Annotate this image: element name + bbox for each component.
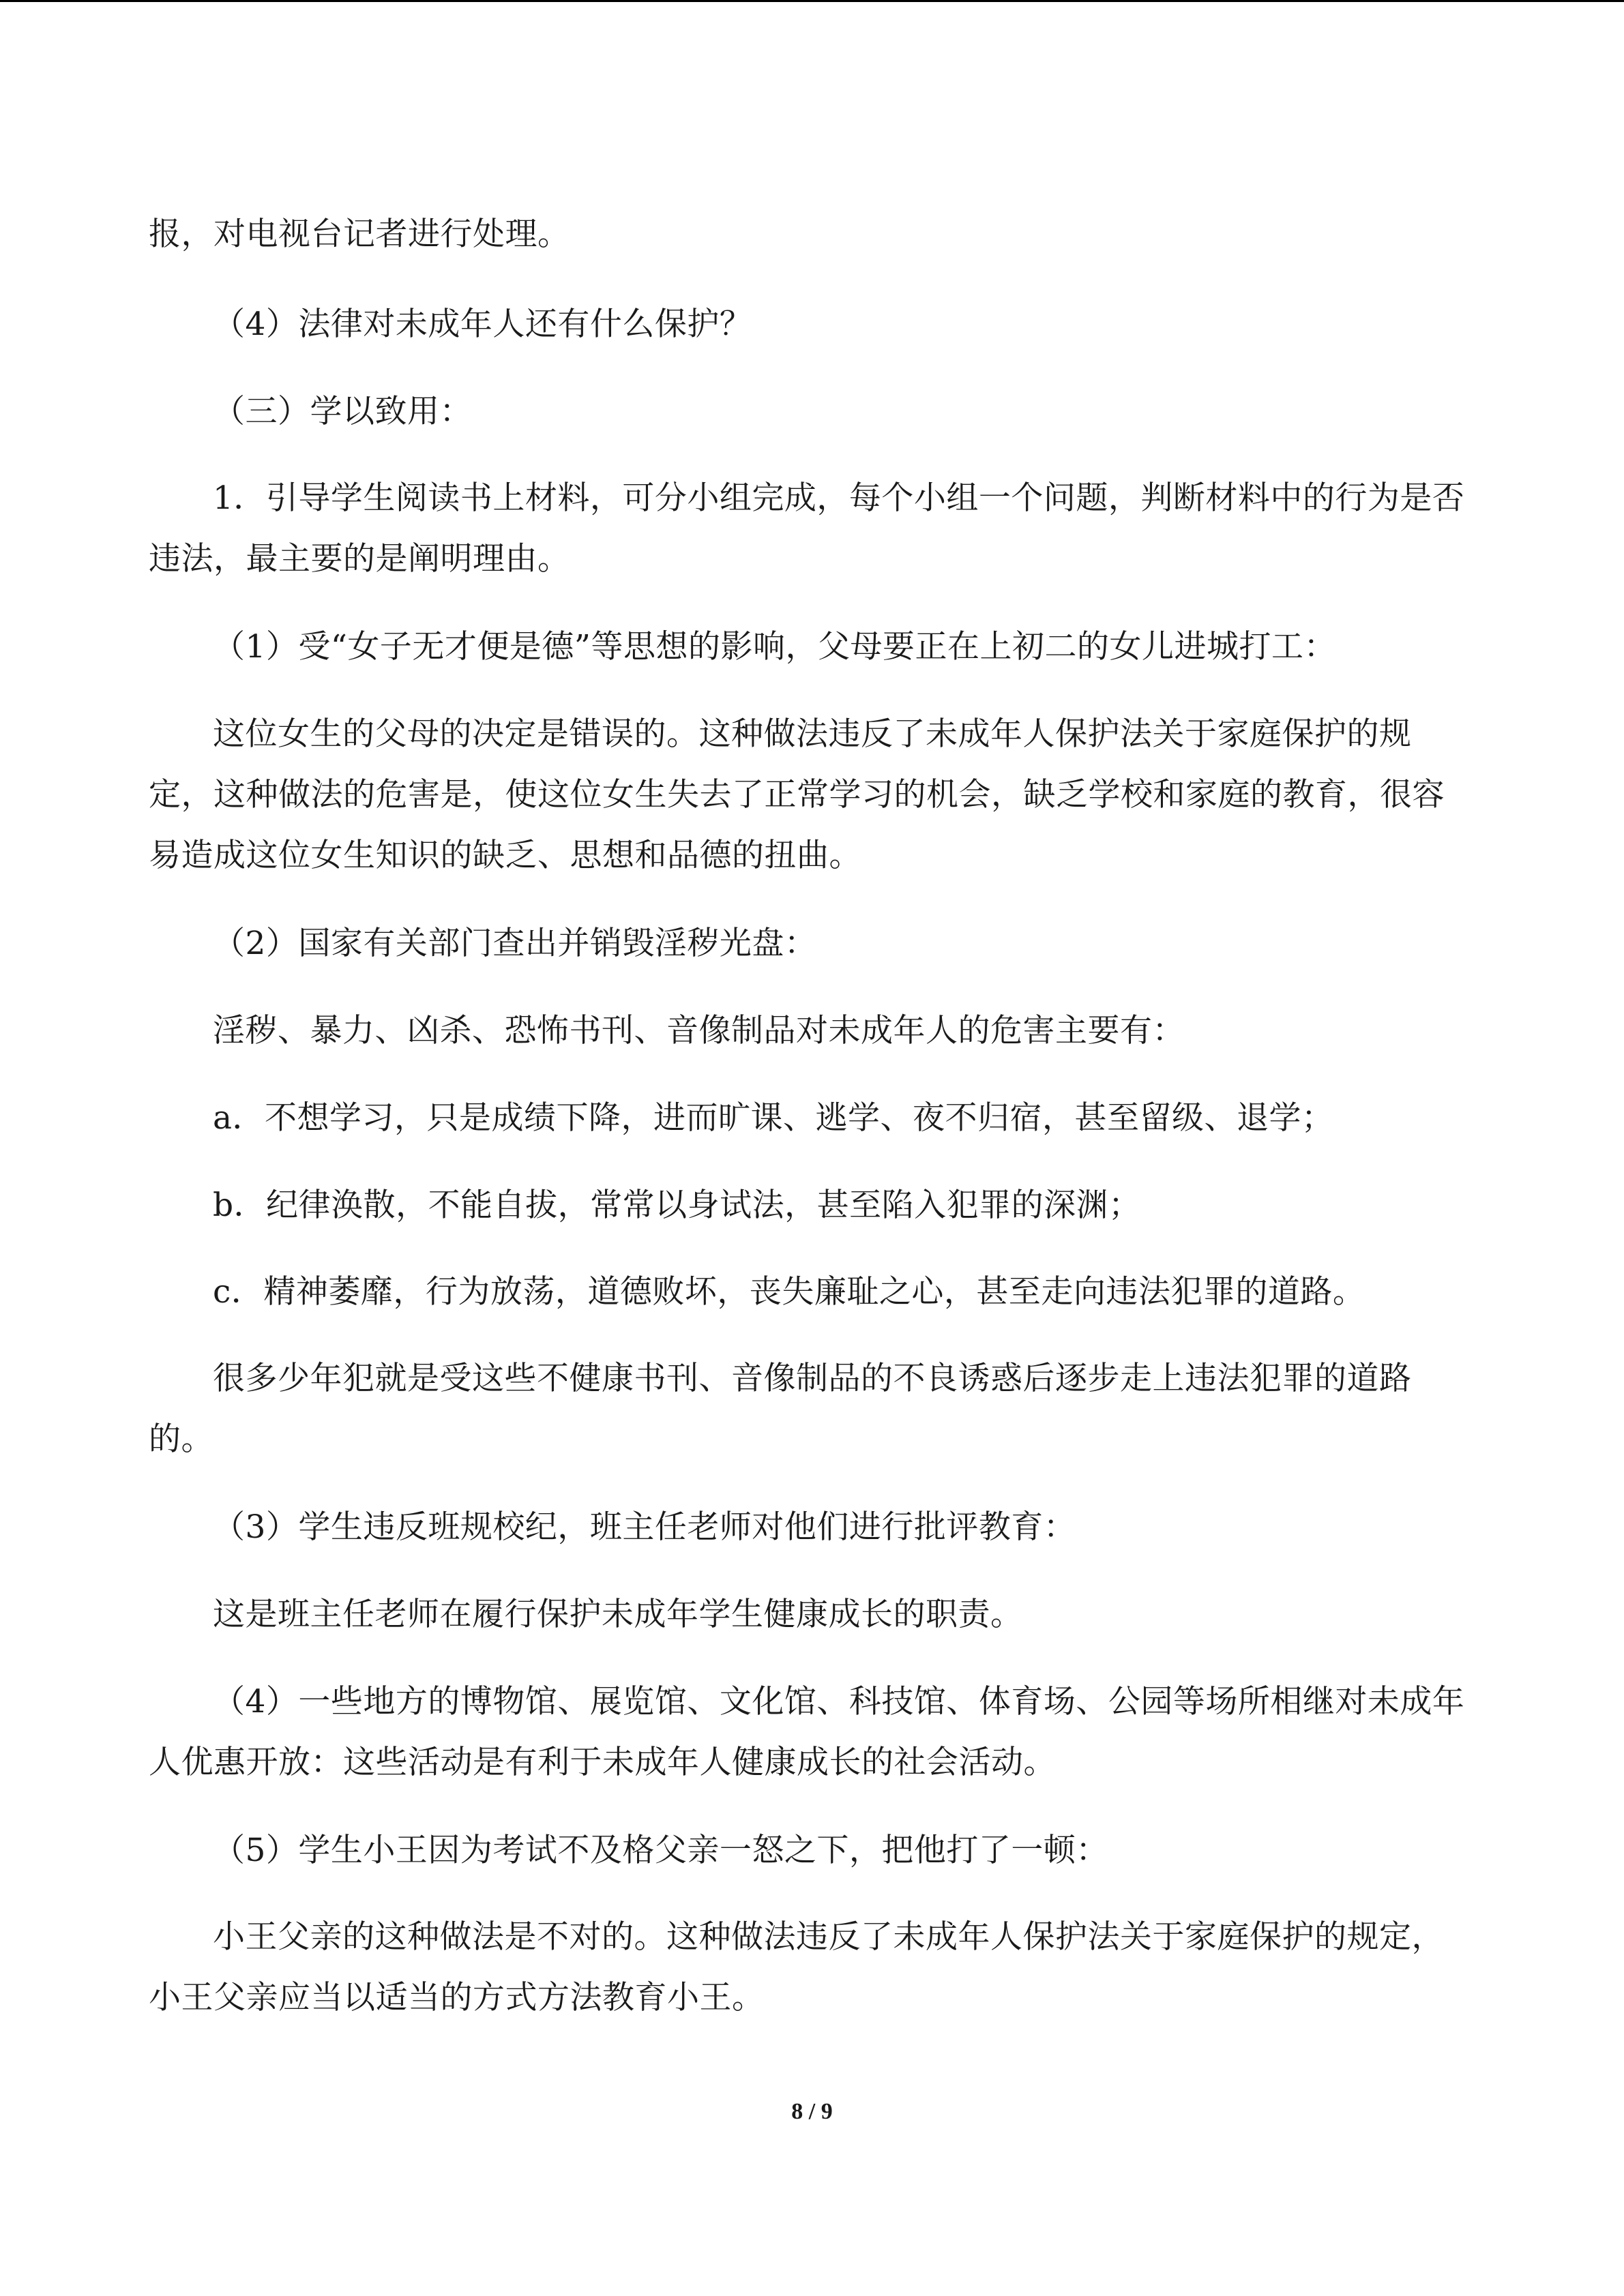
paragraph-line: 小王父亲的这种做法是不对的。这种做法违反了未成年人保护法关于家庭保护的规定， xyxy=(213,1918,1444,1956)
paragraph-line: 很多少年犯就是受这些不健康书刊、音像制品的不良诱惑后逐步走上违法犯罪的道路 xyxy=(213,1360,1412,1397)
paragraph-line: 淫秽、暴力、凶杀、恐怖书刊、音像制品对未成年人的危害主要有： xyxy=(213,1012,1185,1049)
paragraph-line: 违法，最主要的是阐明理由。 xyxy=(149,540,570,578)
paragraph-line: 这是班主任老师在履行保护未成年学生健康成长的职责。 xyxy=(213,1596,1023,1633)
paragraph-line: c．精神萎靡，行为放荡，道德败坏，丧失廉耻之心，甚至走向违法犯罪的道路。 xyxy=(213,1273,1365,1311)
paragraph-line: （4）法律对未成年人还有什么保护？ xyxy=(213,305,752,343)
paragraph-line: （1）受“女子无才便是德”等思想的影响，父母要正在上初二的女儿进城打工： xyxy=(213,628,1336,666)
paragraph-line: （3）学生违反班规校纪，班主任老师对他们进行批评教育： xyxy=(213,1508,1076,1546)
paragraph-line: 小王父亲应当以适当的方式方法教育小王。 xyxy=(149,1979,765,2016)
page-top-border xyxy=(0,0,1624,2)
paragraph-line: 定，这种做法的危害是，使这位女生失去了正常学习的机会，缺乏学校和家庭的教育，很容 xyxy=(149,776,1445,814)
paragraph-line: （2）国家有关部门查出并销毁淫秽光盘： xyxy=(213,925,817,962)
paragraph-line: b．纪律涣散，不能自拔，常常以身试法，甚至陷入犯罪的深渊； xyxy=(213,1187,1141,1224)
paragraph-line: 报，对电视台记者进行处理。 xyxy=(149,215,570,253)
paragraph-line: 易造成这位女生知识的缺乏、思想和品德的扭曲。 xyxy=(149,837,861,874)
paragraph-line: （5）学生小王因为考试不及格父亲一怒之下，把他打了一顿： xyxy=(213,1832,1108,1869)
paragraph-line: （4）一些地方的博物馆、展览馆、文化馆、科技馆、体育场、公园等场所相继对未成年 xyxy=(213,1683,1465,1720)
paragraph-line: a．不想学习，只是成绩下降，进而旷课、逃学、夜不归宿，甚至留级、退学； xyxy=(213,1099,1334,1137)
paragraph-line: 人优惠开放：这些活动是有利于未成年人健康成长的社会活动。 xyxy=(149,1744,1056,1781)
paragraph-line: 这位女生的父母的决定是错误的。这种做法违反了未成年人保护法关于家庭保护的规 xyxy=(213,715,1412,753)
paragraph-line: 的。 xyxy=(149,1420,213,1458)
paragraph-line: 1．引导学生阅读书上材料，可分小组完成，每个小组一个问题，判断材料中的行为是否 xyxy=(213,479,1465,517)
paragraph-line: （三）学以致用： xyxy=(213,393,472,430)
page-number: 8 / 9 xyxy=(791,2099,833,2124)
